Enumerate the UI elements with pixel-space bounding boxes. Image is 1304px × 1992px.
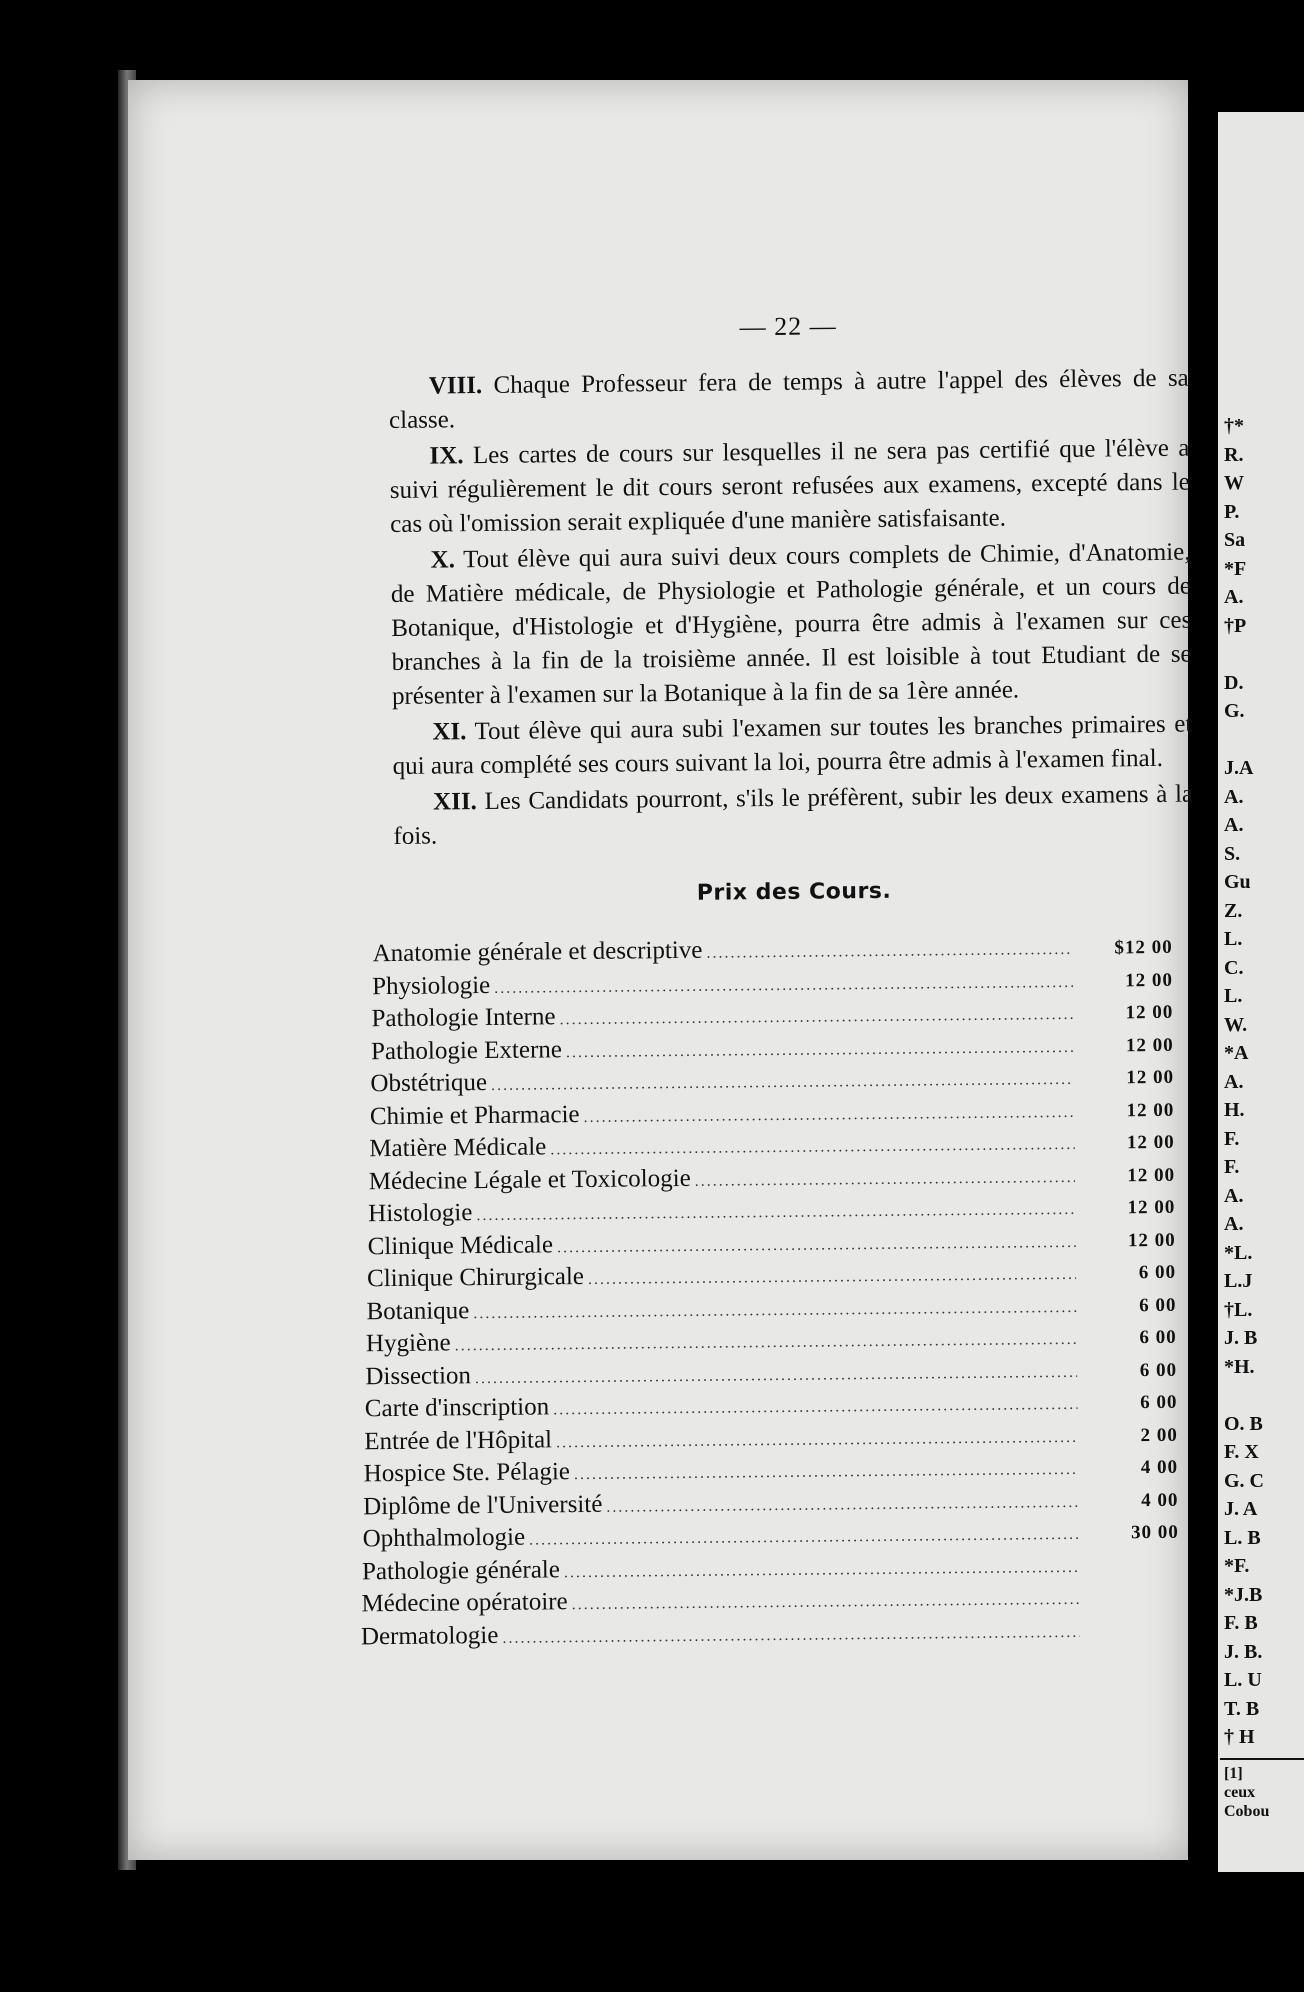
fee-leader-dots — [557, 1227, 1076, 1262]
adjacent-page-fragment: *A — [1224, 1042, 1249, 1064]
adjacent-page-fragments — [1218, 112, 1304, 1752]
adjacent-page-fragment: C. — [1224, 956, 1244, 979]
adjacent-page-fragment: † H — [1224, 1726, 1255, 1748]
paragraph-xii — [393, 778, 1194, 854]
fee-price: 6 00 — [1138, 1261, 1177, 1284]
adjacent-page-fragment: L. B — [1224, 1526, 1261, 1549]
adjacent-page-fragment: J.A — [1224, 757, 1254, 779]
adjacent-page-fragment: Sa — [1224, 529, 1246, 551]
fee-course-name: Carte d'inscription — [364, 1393, 550, 1423]
adjacent-page-edge — [1218, 112, 1304, 1872]
adjacent-page-fragment: J. B. — [1224, 1640, 1263, 1663]
fee-course-name: Matière Médicale — [369, 1133, 547, 1163]
adjacent-page-fragment — [1218, 726, 1304, 755]
fee-leader-dots — [564, 1552, 1080, 1587]
fee-leader-dots — [583, 1097, 1074, 1132]
adjacent-page-fragment: †L. — [1224, 1298, 1253, 1321]
fee-price: 6 00 — [1139, 1359, 1178, 1381]
fee-course-name: Médecine opératoire — [361, 1588, 568, 1618]
paragraph-text: Tout élève qui aura suivi deux cours complets de Chimie, d'Anatomie, de Matière médicale, de Physiologie et Pathologie générale, et un cours de Botanique, d'Histologie et d'Hygiène, pourra être admis à l'examen sur ces branches à la fin de la troisième année. Il est loisible à tout Etudiant de se présenter à l'examen sur la Botanique à la fin de sa 1ère année. — [390, 538, 1192, 710]
fee-price: 6 00 — [1140, 1391, 1178, 1414]
adjacent-page-fragment: T. B — [1224, 1697, 1260, 1720]
fee-price — [1083, 1570, 1179, 1571]
adjacent-page-fragment: F. — [1224, 1156, 1240, 1178]
paragraph-viii — [389, 362, 1190, 438]
paragraph-number: XI. — [432, 718, 467, 746]
paragraph-number: IX. — [429, 442, 464, 470]
adjacent-page-fragment — [1218, 1381, 1304, 1410]
fee-leader-dots — [473, 1292, 1076, 1328]
adjacent-page-fragment: L. U — [1224, 1669, 1262, 1691]
page-number: — 22 — — [739, 311, 837, 342]
adjacent-page-fragment: D. — [1224, 671, 1244, 694]
adjacent-page-fragment: *J.B — [1224, 1583, 1263, 1606]
fee-price: 12 00 — [1125, 969, 1174, 991]
fee-price: 12 00 — [1127, 1229, 1176, 1251]
adjacent-page-fragment: W. — [1224, 1013, 1248, 1036]
fee-course-name: Histologie — [368, 1199, 473, 1228]
adjacent-page-fragment: A. — [1224, 1070, 1244, 1093]
page-content — [360, 308, 1202, 1654]
adjacent-page-fragment: *L. — [1224, 1241, 1253, 1264]
adjacent-page-fragment: †P — [1224, 614, 1247, 637]
adjacent-page-fragment: *F. — [1224, 1555, 1250, 1577]
adjacent-page-fragment: G. C — [1224, 1469, 1264, 1492]
fee-course-name: Physiologie — [371, 971, 491, 1000]
paragraph-xi — [392, 708, 1193, 784]
adjacent-page-note: [1] — [1224, 1764, 1243, 1782]
adjacent-page-fragment: Z. — [1224, 899, 1243, 922]
adjacent-page-fragment: *F — [1224, 557, 1247, 580]
fee-price: 12 00 — [1127, 1164, 1176, 1186]
fee-leader-dots — [556, 1422, 1078, 1457]
fee-price: 12 00 — [1127, 1196, 1176, 1219]
fee-course-name: Médecine Légale et Toxicologie — [368, 1164, 691, 1195]
adjacent-page-fragment: L. — [1224, 985, 1243, 1007]
paragraph-text: Les Candidats pourront, s'ils le préfèrent, subir les deux examens à la fois. — [393, 780, 1194, 850]
adjacent-page-fragment: F. — [1224, 1127, 1240, 1150]
adjacent-page-fragment: J. A — [1224, 1498, 1258, 1520]
adjacent-page-notes — [1218, 1764, 1304, 1821]
paragraph-ix — [389, 432, 1190, 542]
adjacent-page-fragment: A. — [1224, 814, 1244, 836]
fee-leader-dots — [574, 1455, 1078, 1490]
paragraph-number: VIII. — [428, 372, 483, 400]
adjacent-page-fragment: †* — [1224, 415, 1244, 437]
fee-leader-dots — [559, 1000, 1073, 1035]
fee-course-name: Clinique Médicale — [367, 1230, 554, 1260]
paragraph-text: Les cartes de cours sur lesquelles il ne sera pas certifié que l'élève a suivi régulièrement le dit cours seront refusées aux examens, excepté dans le cas où l'omission serait expliquée d'une manière satisfaisante. — [389, 434, 1190, 538]
paragraph-text: Tout élève qui aura subi l'examen sur toutes les branches primaires et qui aura complété ses cours suivant la loi, pourra être admis à l'examen final. — [392, 710, 1193, 780]
fee-price: 4 00 — [1141, 1489, 1179, 1511]
fee-price: 12 00 — [1125, 1001, 1174, 1024]
paragraph-number: X. — [430, 546, 456, 574]
fee-price: 12 00 — [1126, 1131, 1175, 1154]
fee-leader-dots — [494, 967, 1073, 1003]
adjacent-page-fragment: A. — [1224, 586, 1244, 608]
adjacent-page-fragment: P. — [1224, 500, 1240, 523]
adjacent-page-note: ceux — [1224, 1783, 1256, 1801]
fee-leader-dots — [566, 1032, 1074, 1067]
fee-price — [1084, 1635, 1180, 1636]
fees-title: Prix des Cours. — [696, 878, 892, 906]
fee-course-name: Pathologie Externe — [370, 1035, 563, 1065]
fee-course-name: Botanique — [366, 1296, 470, 1325]
adjacent-page-fragment: O. B — [1224, 1412, 1263, 1435]
fee-leader-dots — [606, 1487, 1078, 1521]
fee-leader-dots — [529, 1520, 1079, 1555]
fee-leader-dots — [706, 935, 1073, 968]
paragraph-number: XII. — [432, 788, 477, 816]
fee-course-name: Ophthalmologie — [362, 1523, 526, 1553]
fee-price: 2 00 — [1140, 1424, 1178, 1446]
fee-price: 4 00 — [1140, 1456, 1179, 1479]
fee-leader-dots — [491, 1065, 1074, 1101]
fee-price: 12 00 — [1126, 1066, 1175, 1089]
fee-course-name: Pathologie Interne — [371, 1003, 556, 1033]
adjacent-page-fragment: F. B — [1224, 1612, 1258, 1634]
adjacent-page-fragment: L.J — [1224, 1270, 1253, 1292]
fee-course-name: Entrée de l'Hôpital — [364, 1425, 553, 1455]
fee-course-name: Diplôme de l'Université — [363, 1490, 603, 1520]
fee-leader-dots — [550, 1130, 1075, 1165]
fee-course-name: Hygiène — [365, 1329, 451, 1358]
adjacent-page-fragment: J. B — [1224, 1327, 1258, 1349]
adjacent-page-fragment: S. — [1224, 842, 1241, 865]
footnote-rule — [1220, 1758, 1304, 1760]
fee-price: 30 00 — [1130, 1521, 1179, 1544]
document-page — [128, 80, 1194, 1860]
fee-price: 12 00 — [1126, 1099, 1175, 1121]
fee-leader-dots — [588, 1260, 1076, 1295]
fee-course-name: Chimie et Pharmacie — [369, 1100, 580, 1130]
rules-section — [389, 362, 1194, 854]
fee-price: 6 00 — [1139, 1326, 1177, 1349]
paragraph-x — [390, 536, 1192, 714]
fee-course-name: Pathologie générale — [361, 1555, 561, 1585]
adjacent-page-fragment: G. — [1224, 700, 1245, 722]
fee-leader-dots — [475, 1357, 1077, 1393]
fee-course-name: Hospice Ste. Pélagie — [363, 1458, 571, 1488]
paragraph-text: Chaque Professeur fera de temps à autre l'appel des élèves de sa classe. — [388, 364, 1189, 434]
fee-course-name: Dermatologie — [360, 1621, 499, 1650]
fee-course-name: Anatomie générale et descriptive — [372, 936, 703, 968]
adjacent-page-note: Cobou — [1224, 1802, 1270, 1820]
adjacent-page-fragment: F. X — [1224, 1441, 1259, 1463]
adjacent-page-fragment: W — [1224, 472, 1244, 494]
fee-price: 12 00 — [1125, 1034, 1174, 1056]
fee-leader-dots — [476, 1195, 1075, 1231]
fees-list — [360, 931, 1180, 1654]
adjacent-page-fragment: L. — [1224, 928, 1243, 950]
fee-leader-dots — [571, 1585, 1079, 1620]
adjacent-page-fragment: Gu — [1224, 871, 1251, 893]
fee-leader-dots — [553, 1390, 1078, 1425]
adjacent-page-fragment: *H. — [1224, 1355, 1255, 1378]
fee-leader-dots — [502, 1617, 1080, 1653]
adjacent-page-fragment — [1218, 640, 1304, 669]
adjacent-page-fragment: A. — [1224, 1184, 1244, 1207]
fee-price — [1084, 1603, 1180, 1604]
fee-course-name: Dissection — [365, 1361, 472, 1390]
adjacent-page-fragment: H. — [1224, 1099, 1245, 1121]
fee-course-name: Obstétrique — [370, 1069, 488, 1098]
fee-price: $12 00 — [1114, 936, 1173, 959]
fee-price: 6 00 — [1139, 1294, 1177, 1316]
fee-leader-dots — [695, 1162, 1076, 1195]
adjacent-page-fragment: R. — [1224, 443, 1244, 466]
adjacent-page-fragment: A. — [1224, 785, 1244, 808]
adjacent-page-fragment: A. — [1224, 1213, 1244, 1235]
fee-course-name: Clinique Chirurgicale — [366, 1263, 585, 1293]
